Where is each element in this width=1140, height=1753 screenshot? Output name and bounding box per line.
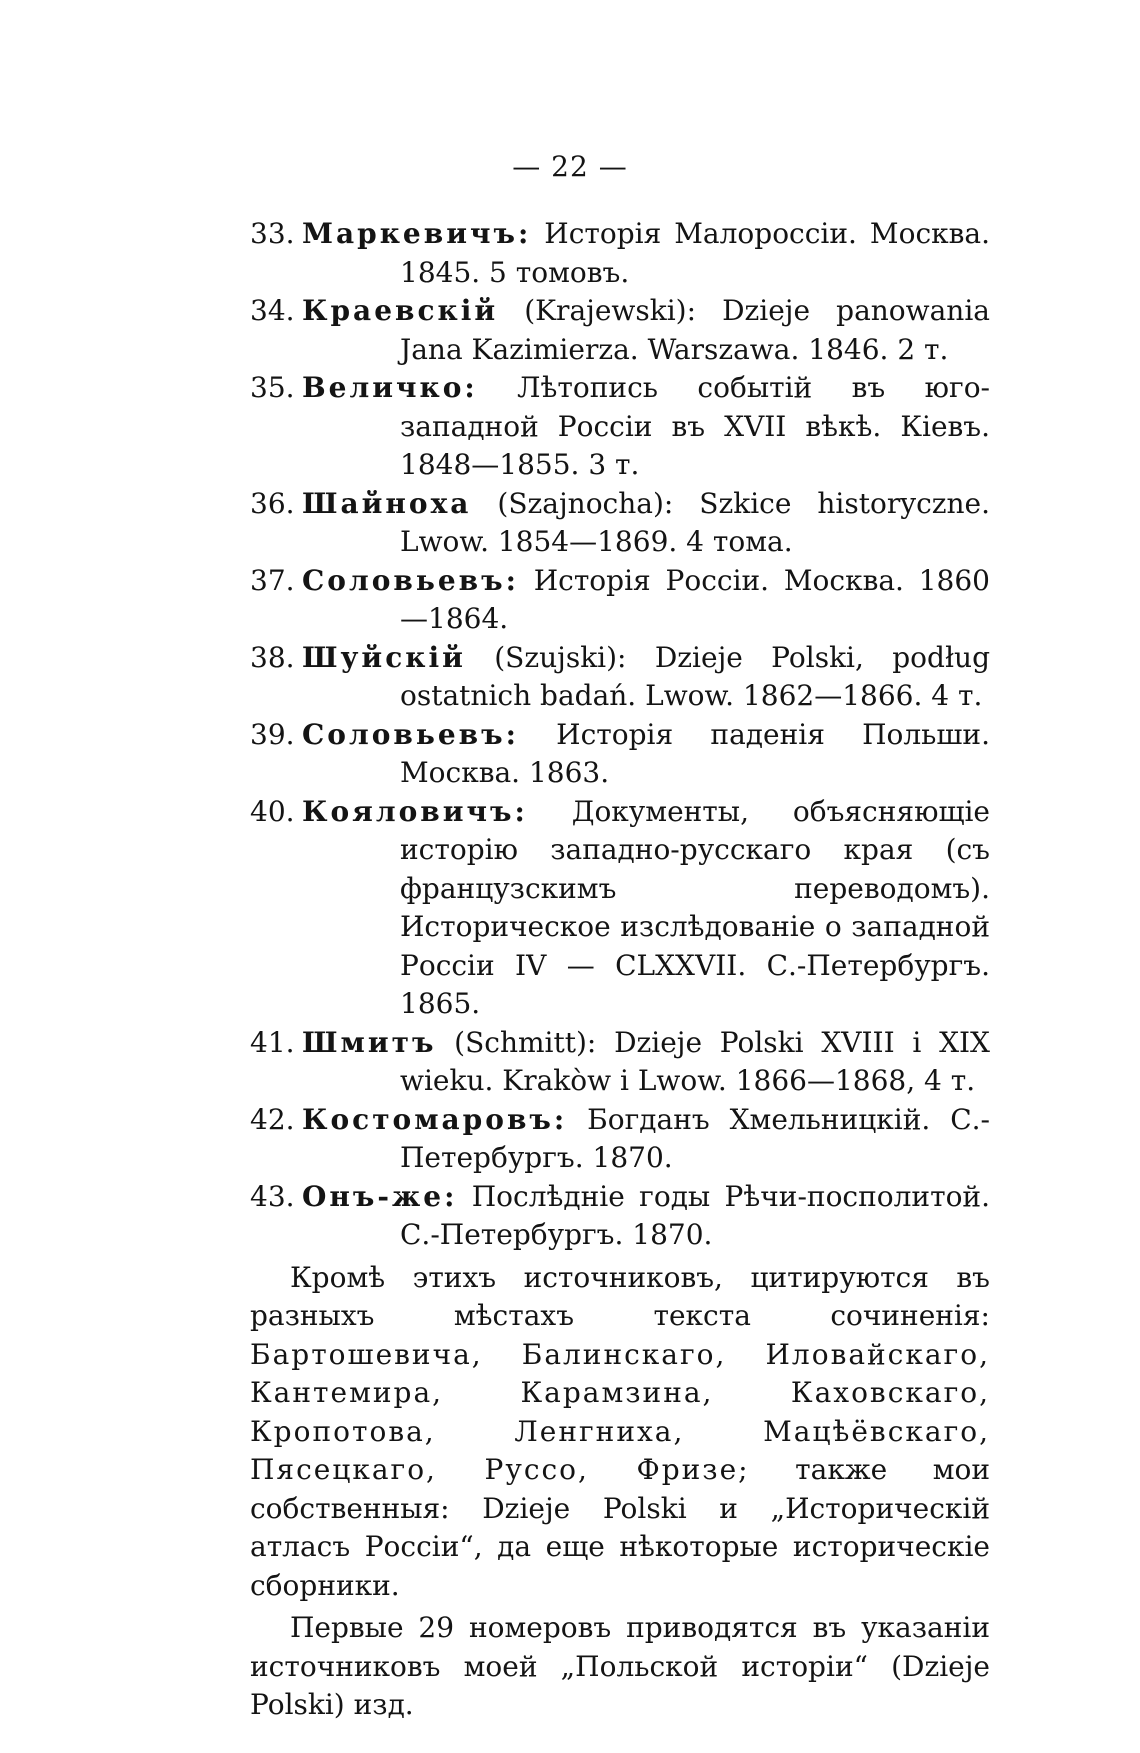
entry-text: Лѣтопись событій въ юго-западной Россіи въ XVII вѣкѣ. Кіевъ. 1848—1855. 3 т. [400,371,991,481]
bibliography-entry-43 [250,1178,990,1255]
entry-text: Исторія Малороссіи. Москва. 1845. 5 томовъ. [400,217,990,289]
entry-text: Послѣдніе годы Рѣчи-посполитой. С.-Петербургъ. 1870. [400,1179,990,1251]
sources-intro: Кромѣ этихъ источниковъ, цитируются въ разныхъ мѣстахъ текста сочиненія: [250,1260,990,1332]
entry-author: Краевскій [302,294,499,327]
entry-author: Соловьевъ: [302,563,519,597]
entry-number: 40. [250,794,295,828]
sources-paragraph [250,1259,990,1606]
entry-number: 42. [250,1102,295,1136]
bibliography-entry-38 [250,639,990,716]
entry-number: 43. [250,1179,295,1213]
sources-outro: также мои собственныя: Dzieje Polski и „Историческій атласъ Россіи“, да еще нѣкоторые историческіе сборники. [250,1453,990,1602]
entry-number: 33. [250,217,295,250]
entry-text: Исторія паденія Польши. Москва. 1863. [400,717,990,789]
entry-number: 41. [250,1025,295,1059]
entry-number: 35. [250,371,295,404]
note-text: Первые 29 номеровъ приводятся въ указаніи источниковъ моей „Польской исторіи“ (Dzieje Polski) изд. [250,1611,990,1721]
note-paragraph [250,1609,990,1725]
bibliography-entry-33 [250,215,990,292]
entry-number: 39. [250,717,295,751]
entry-author: Кояловичъ: [302,794,528,828]
bibliography-entry-41 [250,1024,990,1101]
entry-number: 38. [250,640,295,674]
bibliography-entry-39 [250,716,990,793]
entry-text: Документы, объясняющіе исторію западно-русскаго края (съ французскимъ переводомъ). Историческое изслѣдованіе о западной Россіи IV — CLXXVII. С.-Петербургъ. 1865. [400,794,990,1020]
entry-text: Богданъ Хмельницкій. С.-Петербургъ. 1870. [400,1102,990,1174]
entry-author: Соловьевъ: [302,717,519,751]
entry-text: (Krajewski): Dzieje panowania Jana Kazimierza. Warszawa. 1846. 2 т. [400,294,990,366]
entry-author: Онъ-же: [302,1179,458,1213]
bibliography-entry-35 [250,369,990,485]
entry-author: Величко: [302,371,478,404]
entry-author: Маркевичъ: [302,217,532,250]
entry-text: Исторія Россіи. Москва. 1860—1864. [400,563,990,635]
bibliography-entry-37 [250,562,990,639]
bibliography-entry-42 [250,1101,990,1178]
bibliography-entry-40 [250,793,990,1024]
bibliography-entry-34 [250,292,990,369]
entry-text: (Szujski): Dzieje Polski, podług ostatnich badań. Lwow. 1862—1866. 4 т. [400,640,990,712]
entry-author: Шайноха [302,486,472,520]
entry-author: Шмитъ [302,1025,437,1059]
entry-number: 34. [250,294,295,327]
page-number: — 22 — [512,150,628,183]
bibliography-entry-36 [250,485,990,562]
entry-author: Шуйскій [302,640,466,674]
bibliography-content [250,215,990,1753]
entry-number: 36. [250,486,295,520]
entry-author: Костомаровъ: [302,1102,568,1136]
entry-number: 37. [250,563,295,597]
entry-text: (Schmitt): Dzieje Polski XVIII i XIX wieku. Krakòw i Lwow. 1866—1868, 4 т. [400,1025,990,1097]
sources-names: Бартошевича, Балинскаго, Иловайскаго, Кантемира, Карамзина, Каховскаго, Кропотова, Ленгниха, Мацѣёвскаго, Пясецкаго, Руссо, Фризе; [250,1337,990,1486]
entry-text: (Szajnocha): Szkice historyczne. Lwow. 1854—1869. 4 тома. [400,486,991,558]
